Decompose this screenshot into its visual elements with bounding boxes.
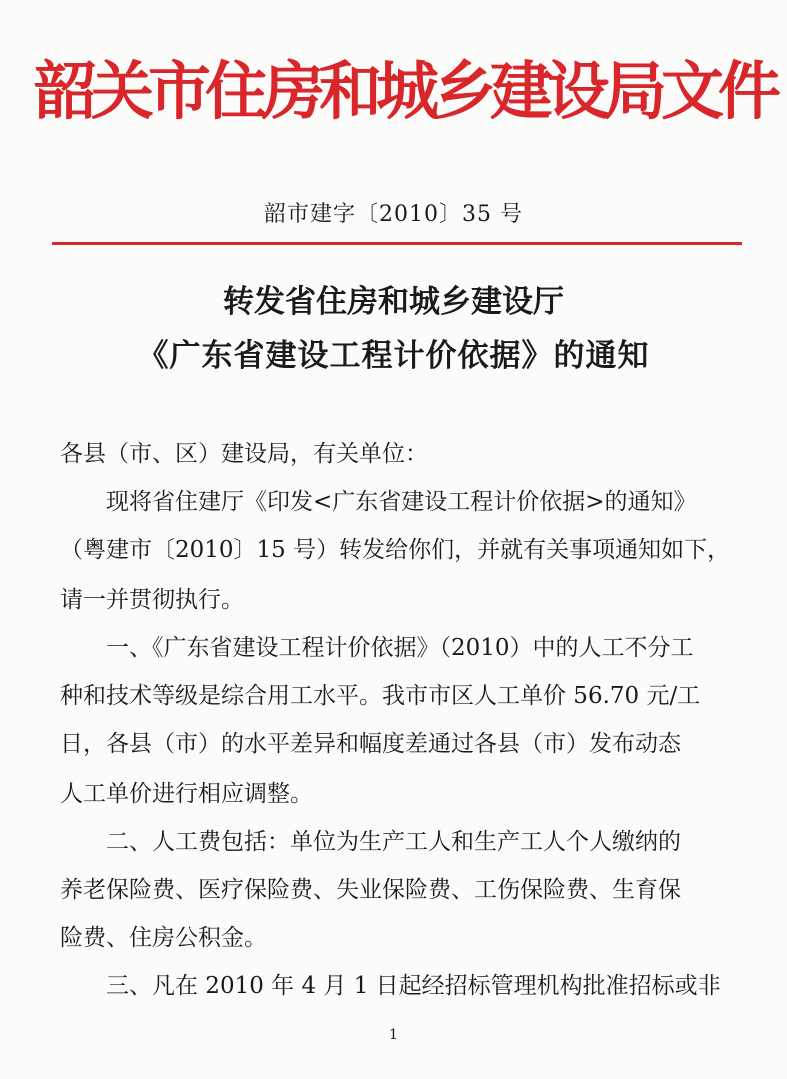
- body-line: 二、人工费包括：单位为生产工人和生产工人个人缴纳的: [60, 829, 681, 855]
- body-line: （粤建市〔2010〕15 号）转发给你们，并就有关事项通知如下，: [60, 537, 731, 563]
- notice-title-line-2: 《广东省建设工程计价依据》的通知: [137, 338, 650, 374]
- masthead-title: 韶关市住房和城乡建设局文件: [34, 55, 775, 128]
- addressee-line: 各县（市、区）建设局，有关单位：: [60, 441, 428, 467]
- notice-title-line-1: 转发省住房和城乡建设厅: [223, 284, 564, 320]
- body-line: 一、《广东省建设工程计价依据》（2010）中的人工不分工: [60, 635, 694, 661]
- body-line: 现将省住建厅《印发<广东省建设工程计价依据>的通知》: [60, 489, 697, 515]
- red-divider-line: [52, 242, 742, 245]
- body-line: 养老保险费、医疗保险费、失业保险费、工伤保险费、生育保: [60, 877, 681, 903]
- document-number: 韶市建字〔2010〕35 号: [264, 202, 523, 227]
- body-line: 人工单价进行相应调整。: [60, 781, 313, 807]
- body-line: 请一并贯彻执行。: [60, 587, 244, 613]
- body-line: 种和技术等级是综合用工水平。我市市区人工单价 56.70 元/工: [60, 683, 701, 709]
- page-number: 1: [389, 1027, 398, 1043]
- body-line: 三、凡在 2010 年 4 月 1 日起经招标管理机构批准招标或非: [60, 973, 721, 999]
- body-line: 险费、住房公积金。: [60, 925, 267, 951]
- body-line: 日，各县（市）的水平差异和幅度差通过各县（市）发布动态: [60, 731, 681, 757]
